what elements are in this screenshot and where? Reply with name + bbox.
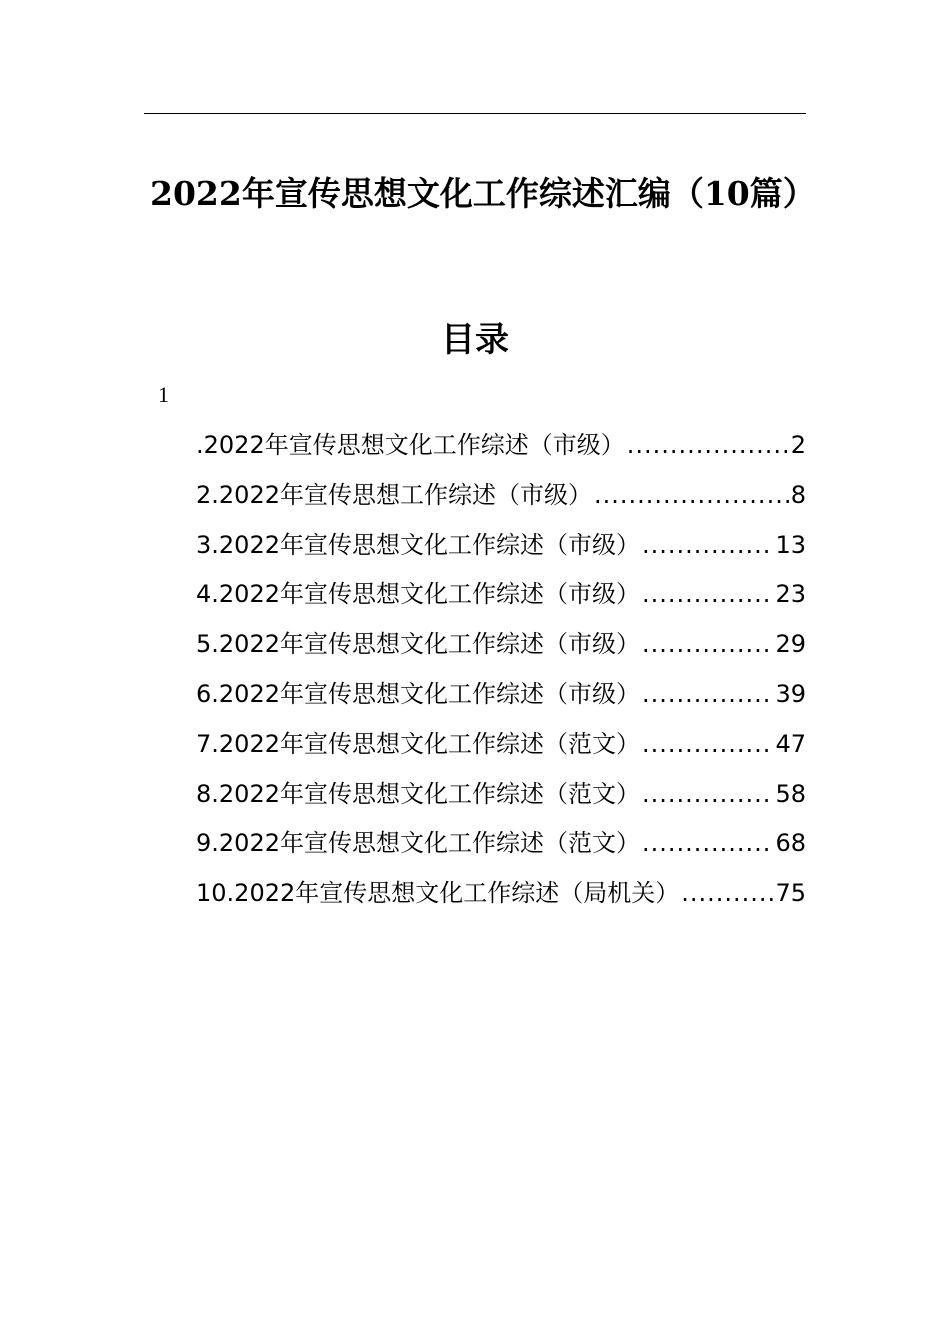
toc-entry-title: .2022年宣传思想文化工作综述（市级） [196, 431, 625, 459]
toc-heading: 目录 [441, 320, 509, 360]
toc-entry-3[interactable] [196, 521, 806, 571]
toc-dot-leader [642, 521, 773, 571]
toc-entry-title: 9.2022年宣传思想文化工作综述（范文） [196, 829, 640, 858]
toc-page-number: 47 [775, 729, 806, 758]
toc-dot-leader [642, 770, 773, 820]
toc-page-number: 58 [775, 779, 806, 808]
table-of-contents [196, 421, 806, 919]
toc-page-number: 29 [775, 630, 806, 659]
toc-entry-title: 10.2022年宣传思想文化工作综述（局机关） [196, 879, 680, 908]
document-title: 2022年宣传思想文化工作综述汇编（10篇） [150, 174, 816, 213]
toc-entry-10[interactable] [196, 869, 806, 919]
toc-dot-leader [642, 620, 773, 670]
toc-entry-5[interactable] [196, 620, 806, 670]
toc-page-number: 13 [775, 530, 806, 559]
toc-entry-8[interactable] [196, 770, 806, 820]
toc-entry-6[interactable] [196, 670, 806, 720]
toc-entry-9[interactable] [196, 819, 806, 869]
toc-dot-leader [642, 670, 773, 720]
toc-entry-title: 4.2022年宣传思想文化工作综述（市级） [196, 580, 640, 609]
list-number-marker: 1 [158, 382, 169, 407]
toc-entry-title: 5.2022年宣传思想文化工作综述（市级） [196, 630, 640, 659]
toc-dot-leader [642, 720, 773, 770]
toc-page-number: 68 [775, 829, 806, 858]
toc-entry-title: 6.2022年宣传思想文化工作综述（市级） [196, 679, 640, 708]
toc-page-number: 23 [775, 580, 806, 609]
toc-page-number: 8 [790, 480, 806, 509]
toc-page-number: 2 [790, 431, 806, 459]
toc-dot-leader [642, 570, 773, 620]
toc-dot-leader [594, 471, 789, 521]
toc-dot-leader [642, 819, 773, 869]
toc-dot-leader [681, 869, 773, 919]
toc-entry-title: 2.2022年宣传思想工作综述（市级） [196, 480, 592, 509]
toc-entry-title: 7.2022年宣传思想文化工作综述（范文） [196, 729, 640, 758]
header-rule [144, 113, 806, 114]
toc-entry-4[interactable] [196, 570, 806, 620]
toc-entry-7[interactable] [196, 720, 806, 770]
toc-entry-1[interactable] [196, 421, 806, 471]
toc-entry-2[interactable] [196, 471, 806, 521]
toc-entry-title: 8.2022年宣传思想文化工作综述（范文） [196, 779, 640, 808]
toc-entry-title: 3.2022年宣传思想文化工作综述（市级） [196, 530, 640, 559]
toc-dot-leader [627, 421, 789, 471]
toc-page-number: 39 [775, 679, 806, 708]
toc-page-number: 75 [775, 879, 806, 908]
